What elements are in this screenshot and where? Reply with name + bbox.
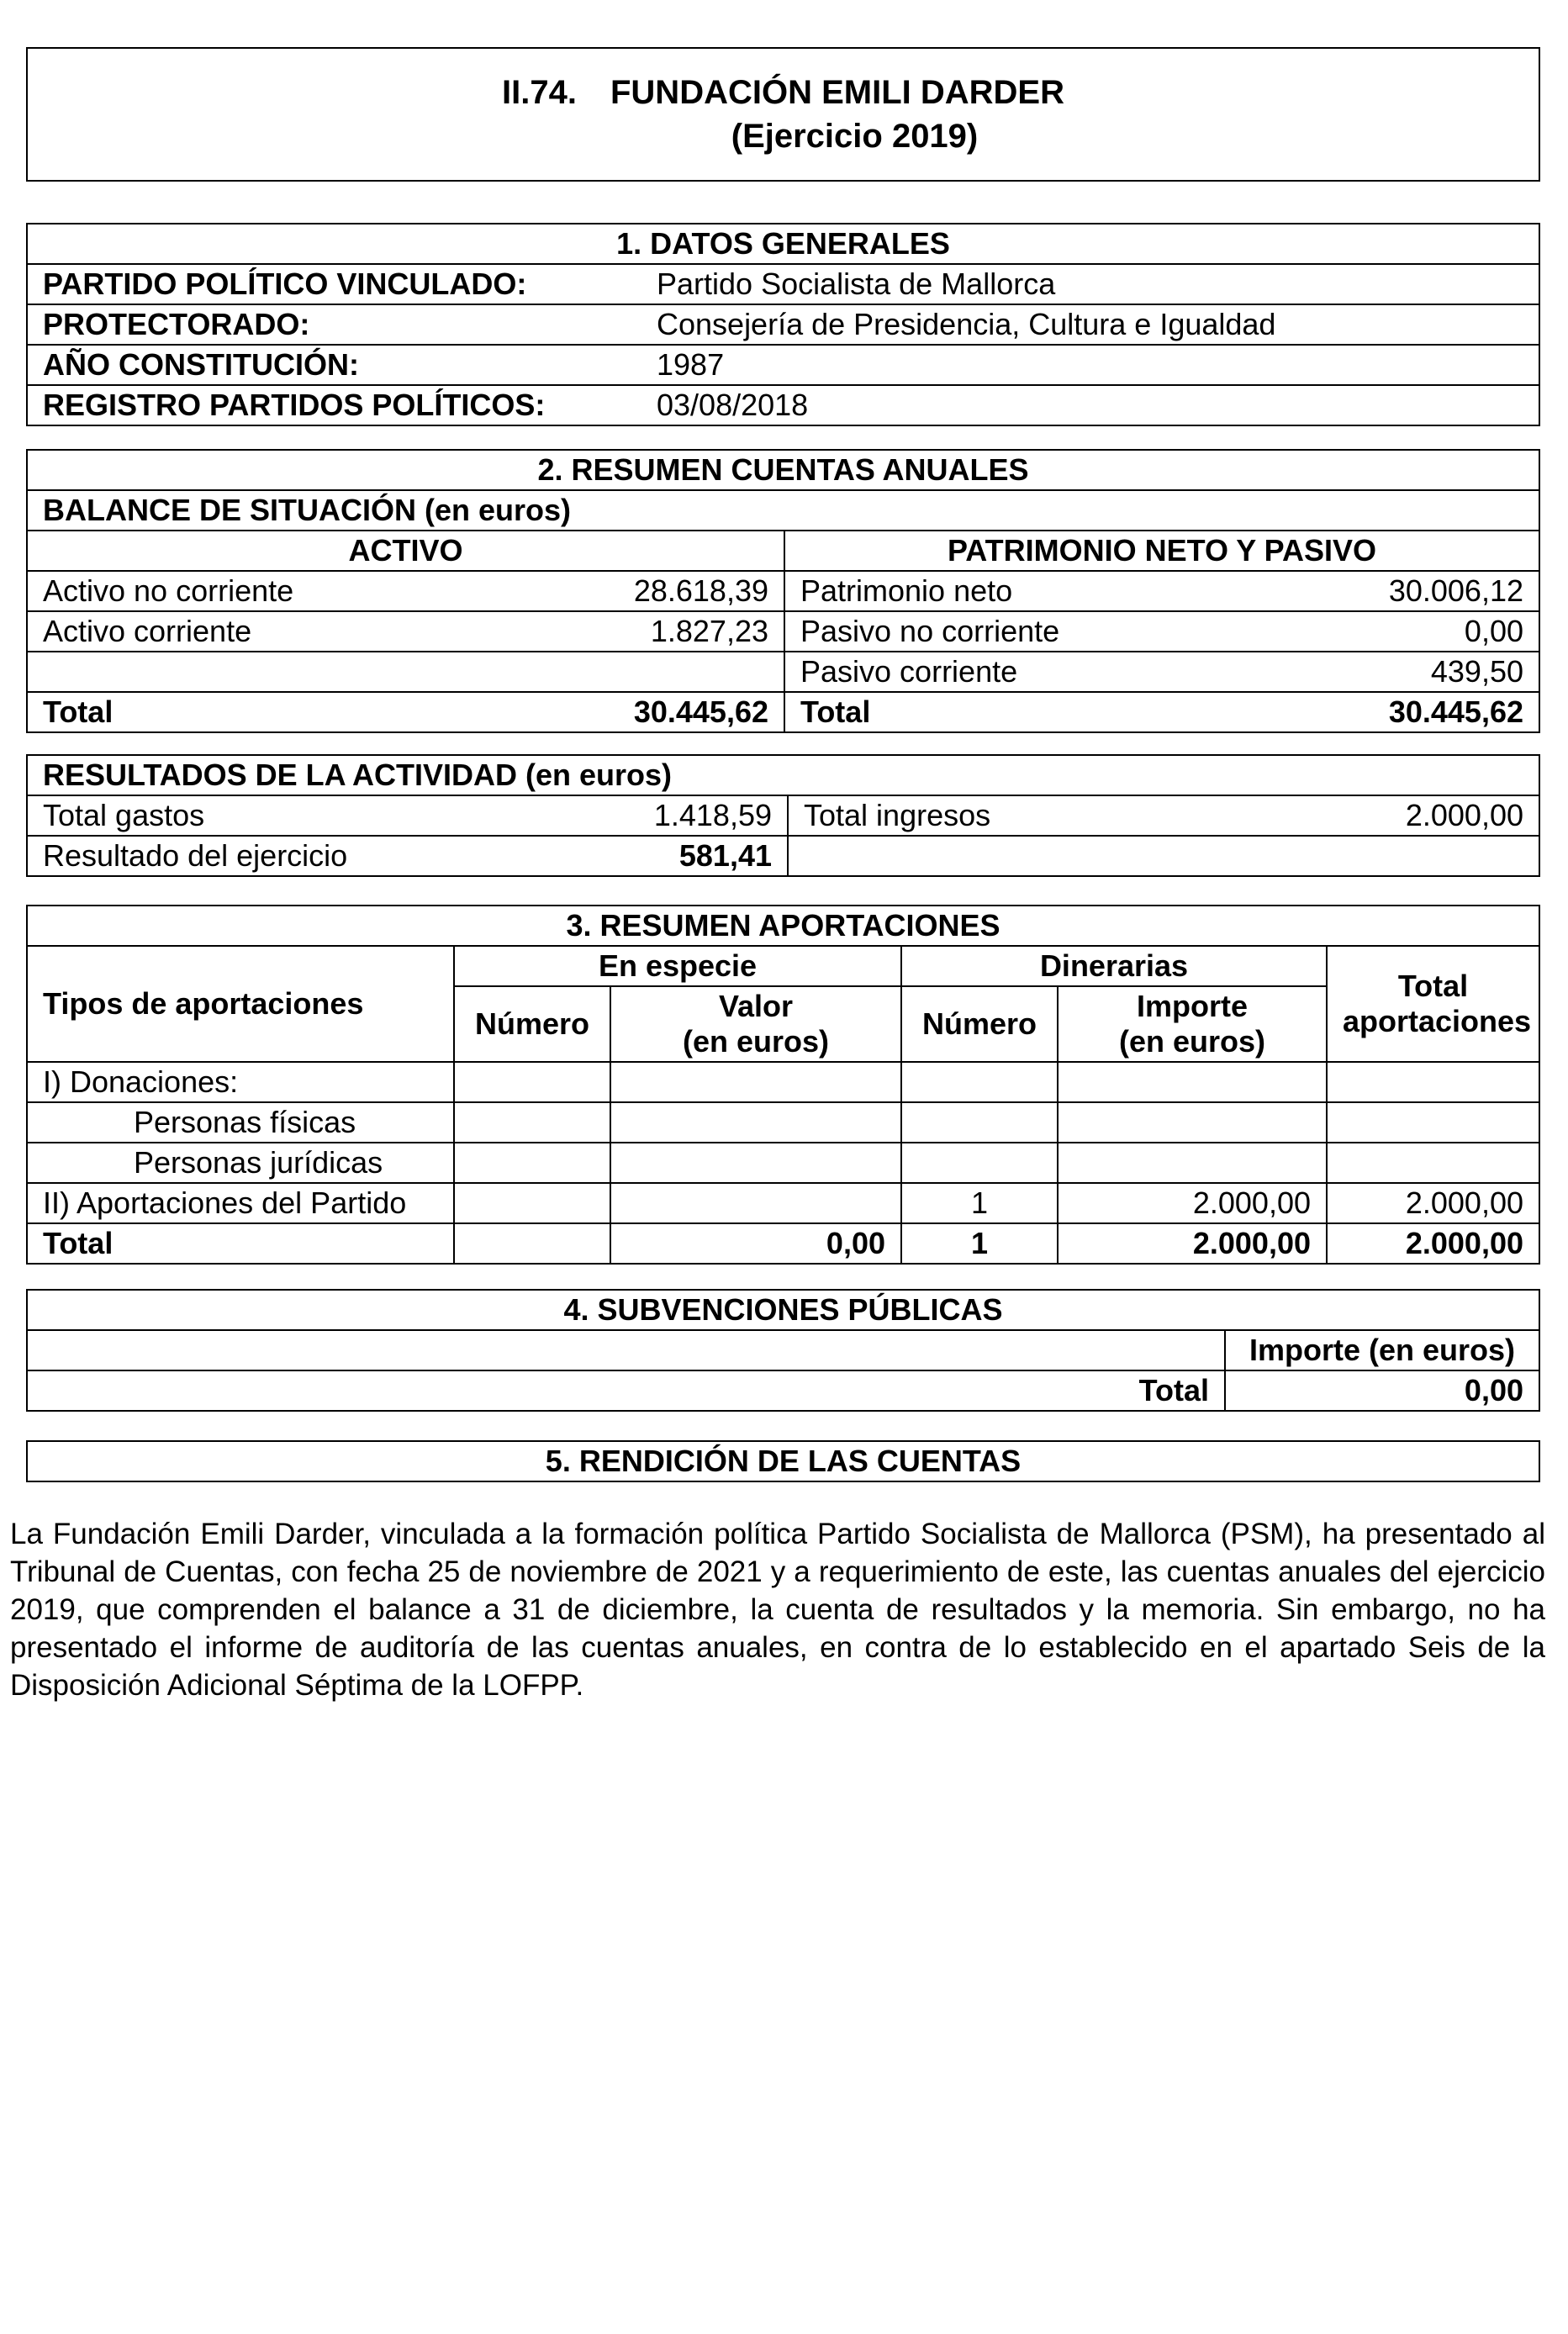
section-title: 5. RENDICIÓN DE LAS CUENTAS	[545, 1444, 1022, 1478]
total-row	[28, 1370, 1539, 1410]
activo-label: Activo no corriente	[28, 571, 566, 611]
table-row	[28, 611, 1539, 652]
gastos-value: 1.418,59	[566, 795, 788, 836]
section-code: II.74.	[502, 74, 577, 111]
header-especie: En especie	[454, 946, 901, 986]
document-header	[26, 47, 1540, 182]
header-total-line1: Total	[1397, 969, 1469, 1003]
pasivo-total-label: Total	[800, 694, 871, 729]
table-row	[28, 571, 1539, 611]
table-row	[28, 652, 1539, 692]
activo-total-value: 30.445,62	[566, 692, 784, 731]
activo-label	[28, 652, 566, 692]
cell-total	[1327, 1143, 1539, 1183]
pasivo-value: 0,00	[1306, 611, 1539, 652]
table-row	[28, 795, 1539, 836]
table-row	[27, 1143, 1539, 1183]
resultados-table	[28, 756, 1539, 875]
row-label: Personas jurídicas	[27, 1143, 454, 1183]
total-value: 0,00	[1464, 1373, 1523, 1407]
activo-value: 1.827,23	[566, 611, 784, 652]
row-label: I) Donaciones:	[27, 1062, 454, 1102]
cell-especie-valor	[610, 1102, 901, 1143]
cell-total	[1327, 1062, 1539, 1102]
table-row	[28, 836, 1539, 875]
pasivo-label: Pasivo no corriente	[784, 611, 1306, 652]
cell-especie-numero	[454, 1062, 610, 1102]
total-aportaciones: 2.000,00	[1327, 1223, 1539, 1264]
section-resultados	[26, 754, 1540, 877]
header-importe-line2: (en euros)	[1118, 1024, 1266, 1059]
cell-dinerarias-importe	[1058, 1062, 1327, 1102]
resultado-label: Resultado del ejercicio	[43, 838, 348, 873]
row-label: PROTECTORADO:	[28, 304, 641, 345]
table-row	[28, 304, 1539, 345]
rendicion-table	[28, 1442, 1539, 1481]
importe-header: Importe (en euros)	[1225, 1330, 1539, 1370]
cell-especie-valor	[610, 1143, 901, 1183]
cell-dinerarias-numero	[901, 1062, 1058, 1102]
empty-cell	[28, 1330, 1225, 1370]
cell-dinerarias-importe	[1058, 1102, 1327, 1143]
balance-table	[28, 451, 1539, 731]
section-aportaciones	[26, 905, 1540, 1265]
table-row	[28, 345, 1539, 385]
total-label: Total	[27, 1223, 454, 1264]
subvenciones-table	[28, 1291, 1539, 1410]
pasivo-total-value: 30.445,62	[1388, 694, 1523, 729]
cell-especie-numero	[454, 1102, 610, 1143]
table-row	[28, 385, 1539, 425]
cell-total: 2.000,00	[1327, 1183, 1539, 1223]
pasivo-value: 439,50	[1306, 652, 1539, 692]
aportaciones-table	[26, 905, 1540, 1265]
activo-header: ACTIVO	[28, 531, 784, 571]
resultados-title: RESULTADOS DE LA ACTIVIDAD (en euros)	[28, 756, 1539, 795]
header-valor	[610, 986, 901, 1062]
table-row	[27, 1062, 1539, 1102]
balance-title: BALANCE DE SITUACIÓN (en euros)	[28, 490, 1539, 531]
cell-dinerarias-importe	[1058, 1143, 1327, 1183]
document-title	[28, 74, 1539, 112]
activo-value	[566, 652, 784, 692]
pasivo-header: PATRIMONIO NETO Y PASIVO	[784, 531, 1539, 571]
activo-label: Activo corriente	[28, 611, 566, 652]
activo-total-label: Total	[43, 694, 114, 729]
total-especie-numero	[454, 1223, 610, 1264]
fiscal-year: (Ejercicio 2019)	[731, 118, 979, 155]
resultado-value: 581,41	[566, 836, 788, 875]
cell-dinerarias-numero: 1	[901, 1183, 1058, 1223]
row-label: REGISTRO PARTIDOS POLÍTICOS:	[43, 388, 546, 422]
cell-especie-valor	[610, 1062, 901, 1102]
rendicion-paragraph: La Fundación Emili Darder, vinculada a la formación política Partido Socialista de Mallorca (PSM), ha presentado al Tribunal de Cuentas, con fecha 25 de noviembre de 2021 y a requerimiento de este, las cuentas anuales del ejercicio 2019, que comprenden el balance a 31 de diciembre, la cuenta de resultados y la memoria. Sin embargo, no ha presentado el informe de auditoría de las cuentas anuales, en contra de lo establecido en el apartado Seis de la Disposición Adicional Séptima de la LOFPP.	[10, 1518, 1545, 1702]
header-total-line2: aportaciones	[1343, 1004, 1532, 1038]
header-valor-line2: (en euros)	[682, 1024, 830, 1059]
pasivo-label: Pasivo corriente	[784, 652, 1306, 692]
ingresos-label: Total ingresos	[788, 795, 1309, 836]
row-label: AÑO CONSTITUCIÓN:	[28, 345, 641, 385]
section-title: 3. RESUMEN APORTACIONES	[27, 906, 1539, 946]
cell-especie-valor	[610, 1183, 901, 1223]
gastos-label: Total gastos	[28, 795, 566, 836]
row-value: 03/08/2018	[657, 388, 809, 422]
section-title: 1. DATOS GENERALES	[28, 224, 1539, 264]
header-importe-line1: Importe	[1136, 989, 1248, 1023]
header-importe	[1058, 986, 1327, 1062]
section-title: 4. SUBVENCIONES PÚBLICAS	[28, 1291, 1539, 1330]
header-especie-numero: Número	[454, 986, 610, 1062]
header-dinerarias-numero: Número	[901, 986, 1058, 1062]
total-row	[28, 692, 1539, 731]
row-value: Consejería de Presidencia, Cultura e Igualdad	[641, 304, 1539, 345]
section-cuentas-anuales	[26, 449, 1540, 733]
total-especie-valor: 0,00	[610, 1223, 901, 1264]
section-title: 2. RESUMEN CUENTAS ANUALES	[28, 451, 1539, 490]
total-dinerarias-numero: 1	[901, 1223, 1058, 1264]
row-value: Partido Socialista de Mallorca	[641, 264, 1539, 304]
cell-dinerarias-numero	[901, 1102, 1058, 1143]
pasivo-value: 30.006,12	[1306, 571, 1539, 611]
cell-dinerarias-numero	[901, 1143, 1058, 1183]
total-row	[27, 1223, 1539, 1264]
activo-value: 28.618,39	[566, 571, 784, 611]
datos-generales-table	[28, 224, 1539, 425]
row-label: Personas físicas	[27, 1102, 454, 1143]
section-rendicion	[26, 1440, 1540, 1482]
cell-especie-numero	[454, 1143, 610, 1183]
row-label: PARTIDO POLÍTICO VINCULADO:	[28, 264, 641, 304]
row-value: 1987	[641, 345, 1539, 385]
header-dinerarias: Dinerarias	[901, 946, 1327, 986]
table-row	[27, 1183, 1539, 1223]
table-row	[28, 264, 1539, 304]
header-valor-line1: Valor	[718, 989, 794, 1023]
cell-total	[1327, 1102, 1539, 1143]
cell-dinerarias-importe: 2.000,00	[1058, 1183, 1327, 1223]
total-dinerarias-importe: 2.000,00	[1058, 1223, 1327, 1264]
cell-especie-numero	[454, 1183, 610, 1223]
ingresos-value: 2.000,00	[1309, 795, 1539, 836]
pasivo-label: Patrimonio neto	[784, 571, 1306, 611]
section-subvenciones	[26, 1289, 1540, 1412]
row-label: II) Aportaciones del Partido	[27, 1183, 454, 1223]
total-label: Total	[28, 1370, 1225, 1410]
header-tipos: Tipos de aportaciones	[27, 946, 454, 1062]
table-row	[27, 1102, 1539, 1143]
foundation-name: FUNDACIÓN EMILI DARDER	[610, 74, 1064, 111]
empty-cell	[788, 836, 1539, 875]
section-datos-generales	[26, 223, 1540, 426]
header-total	[1327, 946, 1539, 1062]
